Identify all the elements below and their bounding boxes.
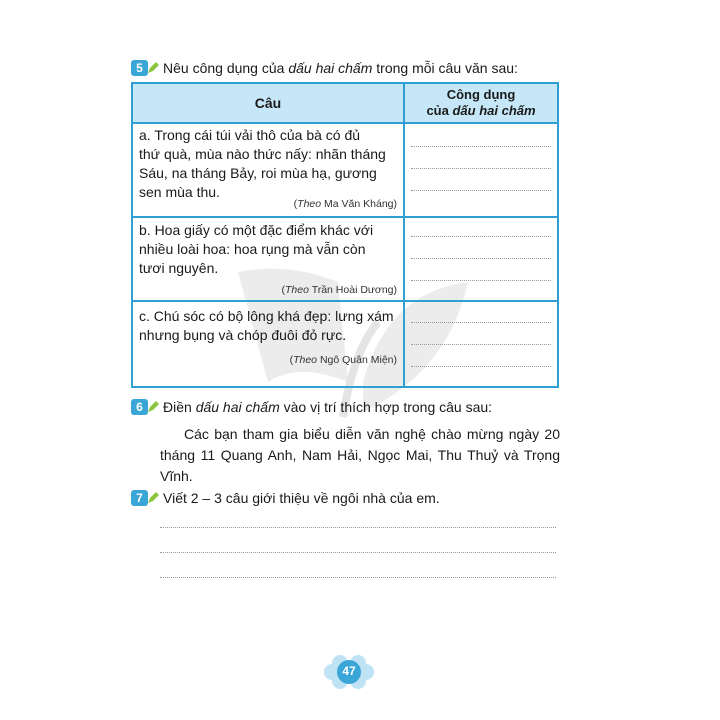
source-theo: Theo: [297, 198, 322, 210]
sentence-line: thứ quà, mùa nào thức nấy: nhãn tháng: [139, 146, 386, 162]
sentence-line: a. Trong cái túi vải thô của bà có đủ: [139, 127, 361, 143]
exercise-number-badge: 5: [131, 60, 148, 76]
title-text: Điền: [163, 399, 196, 415]
source-author: Ma Văn Kháng): [324, 198, 397, 210]
sentence-line: b. Hoa giấy có một đặc điểm khác với: [139, 222, 374, 238]
usage-table: [131, 82, 559, 388]
header-emphasis: dấu hai chấm: [452, 103, 536, 118]
exercise-number-badge: 6: [131, 399, 148, 415]
answer-line[interactable]: [411, 280, 551, 281]
exercise-5-title: [163, 59, 518, 77]
source-b: (Theo Trần Hoài Dương): [281, 284, 397, 296]
sentence-a: [139, 126, 399, 202]
title-text: vào vị trí thích hợp trong câu sau:: [279, 399, 493, 415]
sentence-line: sen mùa thu.: [139, 184, 220, 200]
sentence-line: tươi nguyên.: [139, 260, 219, 276]
title-emphasis: dấu hai chấm: [288, 60, 373, 76]
source-author: Ngô Quân Miện): [319, 354, 397, 366]
column-divider: [403, 84, 405, 386]
sentence-line: nhiều loài hoa: hoa rụng mà vẫn còn: [139, 241, 366, 257]
title-text: trong mỗi câu văn sau:: [372, 60, 518, 76]
answer-line[interactable]: [411, 236, 551, 237]
answer-line[interactable]: [411, 322, 551, 323]
sentence-text: Các bạn tham gia biểu diễn văn nghệ chào mừng ngày 20 tháng 11 Quang Anh, Nam Hải, Ngọc Mai, Thu Thuỷ và Trọng Vĩnh.: [160, 426, 560, 484]
source-c: (Theo Ngô Quân Miện): [289, 354, 397, 366]
answer-line[interactable]: [160, 577, 556, 578]
header-text: của: [426, 103, 453, 118]
exercise-6-title: [163, 398, 492, 416]
sentence-b: [139, 221, 399, 278]
header-line-1: Công dụng: [446, 87, 516, 102]
exercise-number-badge: 7: [131, 490, 148, 506]
row-divider: [133, 216, 557, 218]
sentence-c: [139, 307, 399, 345]
header-line-2: [405, 103, 557, 119]
source-theo: Theo: [285, 284, 309, 296]
answer-line[interactable]: [160, 552, 556, 553]
exercise-6-sentence[interactable]: [160, 424, 560, 487]
title-emphasis: dấu hai chấm: [195, 399, 280, 415]
title-text: Nêu công dụng của: [163, 60, 289, 76]
answer-line[interactable]: [411, 146, 551, 147]
source-theo: Theo: [293, 354, 318, 366]
pencil-icon: [147, 401, 159, 413]
source-author: Trần Hoài Dương): [311, 284, 397, 296]
row-divider: [133, 300, 557, 302]
pencil-icon: [147, 492, 159, 504]
sentence-line: Sáu, na tháng Bảy, roi mùa hạ, gương: [139, 165, 377, 181]
answer-line[interactable]: [411, 258, 551, 259]
sentence-line: c. Chú sóc có bộ lông khá đẹp: lưng xám: [139, 308, 394, 324]
pencil-icon: [147, 62, 159, 74]
page-number: 47: [342, 664, 356, 678]
header-cau: Câu: [254, 95, 282, 111]
exercise-7-title: Viết 2 – 3 câu giới thiệu về ngôi nhà của em.: [163, 490, 440, 506]
answer-line[interactable]: [411, 168, 551, 169]
header-cong-dung: [405, 87, 557, 119]
sentence-line: nhưng bụng và chóp đuôi đỏ rực.: [139, 327, 347, 343]
answer-line[interactable]: [411, 344, 551, 345]
answer-line[interactable]: [411, 366, 551, 367]
source-a: (Theo Ma Văn Kháng): [293, 198, 397, 210]
answer-line[interactable]: [411, 190, 551, 191]
answer-line[interactable]: [160, 527, 556, 528]
